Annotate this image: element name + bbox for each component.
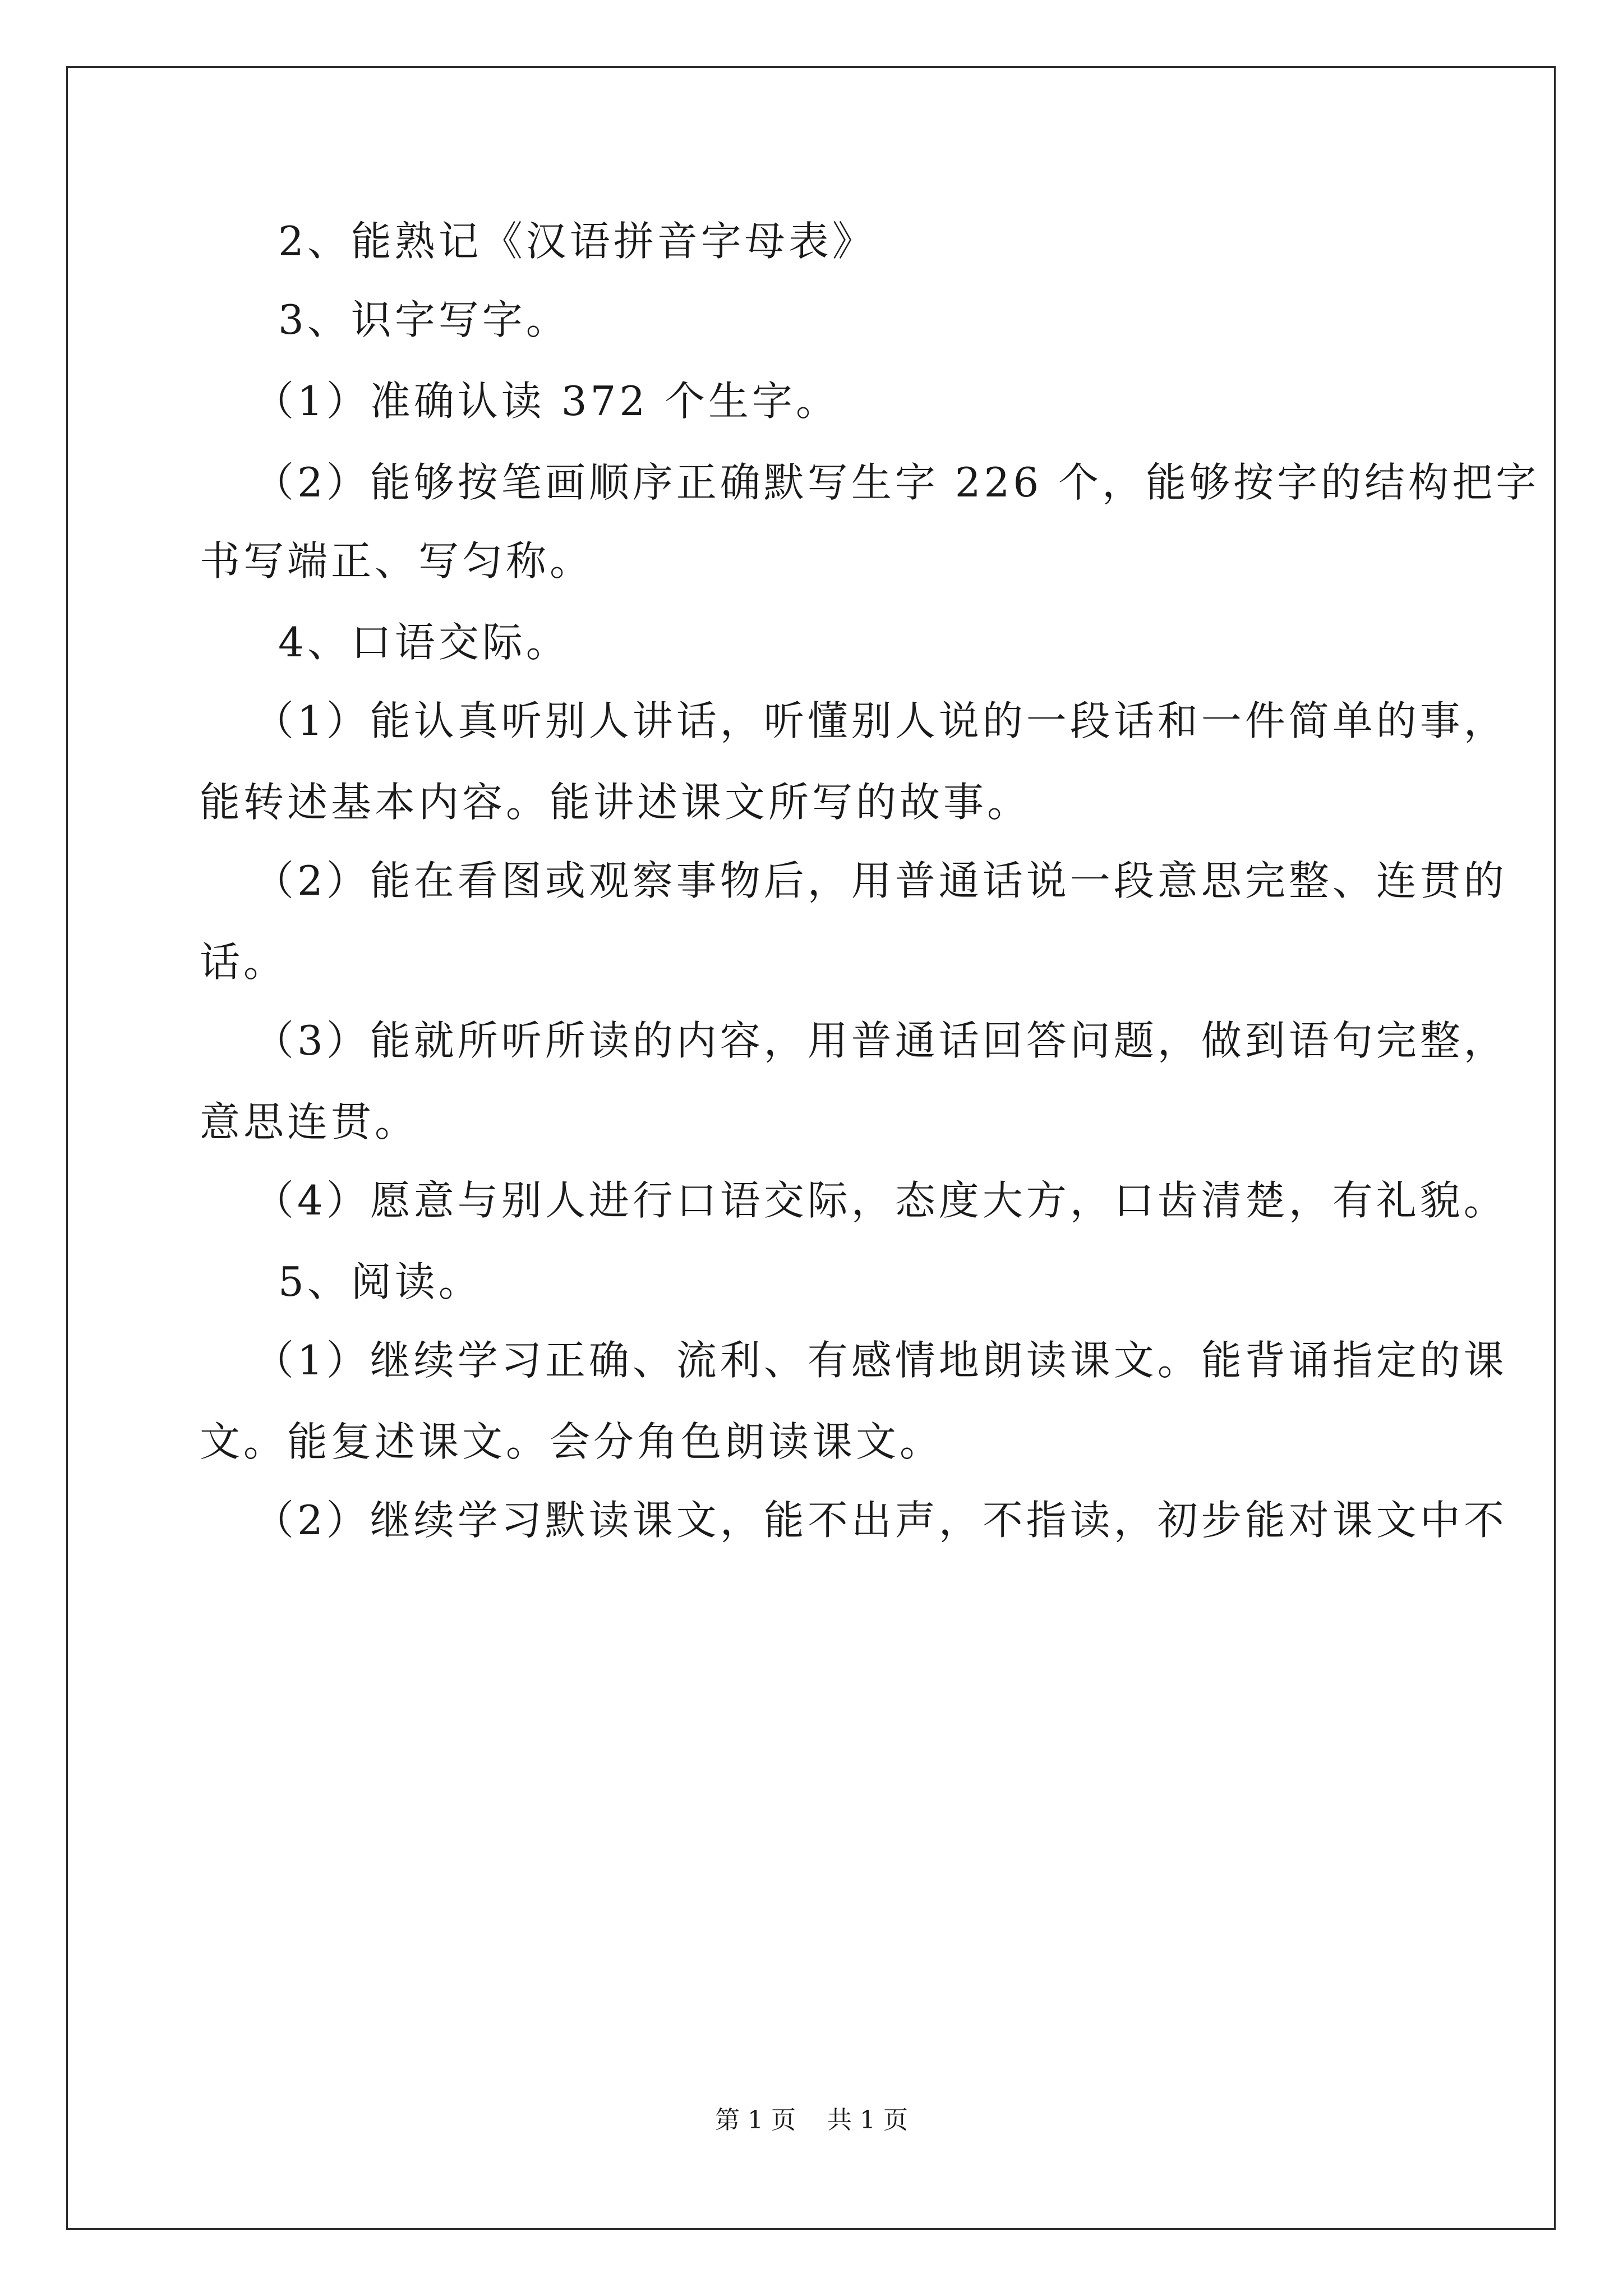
text-line: 书写端正、写匀称。 bbox=[200, 537, 594, 585]
text-line: （2）继续学习默读课文，能不出声，不指读，初步能对课文中不 bbox=[253, 1497, 1507, 1544]
page-number-current: 第 1 页 bbox=[715, 2106, 796, 2134]
text-line: 3、识字写字。 bbox=[278, 296, 570, 343]
text-line: 意思连贯。 bbox=[200, 1098, 419, 1145]
text-line: 5、阅读。 bbox=[278, 1258, 482, 1305]
page-number-total: 共 1 页 bbox=[827, 2106, 908, 2134]
text-line: （1）继续学习正确、流利、有感情地朗读课文。能背诵指定的课 bbox=[253, 1337, 1507, 1384]
text-line: 4、口语交际。 bbox=[278, 619, 570, 666]
text-line: （2）能在看图或观察事物后，用普通话说一段意思完整、连贯的 bbox=[253, 857, 1507, 904]
page-footer bbox=[0, 2104, 1623, 2137]
text-line: （3）能就所听所读的内容，用普通话回答问题，做到语句完整， bbox=[253, 1017, 1507, 1064]
text-line: （2）能够按笔画顺序正确默写生字 226 个，能够按字的结构把字 bbox=[253, 459, 1540, 506]
text-line: （1）准确认读 372 个生字。 bbox=[253, 378, 840, 425]
text-line: 能转述基本内容。能讲述课文所写的故事。 bbox=[200, 779, 1031, 826]
text-line: （1）能认真听别人讲话，听懂别人说的一段话和一件简单的事， bbox=[253, 697, 1507, 744]
text-line: （4）愿意与别人进行口语交际，态度大方，口齿清楚，有礼貌。 bbox=[253, 1177, 1507, 1224]
text-line: 话。 bbox=[200, 938, 288, 986]
text-line: 文。能复述课文。会分角色朗读课文。 bbox=[200, 1418, 944, 1465]
text-line: 2、能熟记《汉语拼音字母表》 bbox=[278, 218, 876, 265]
